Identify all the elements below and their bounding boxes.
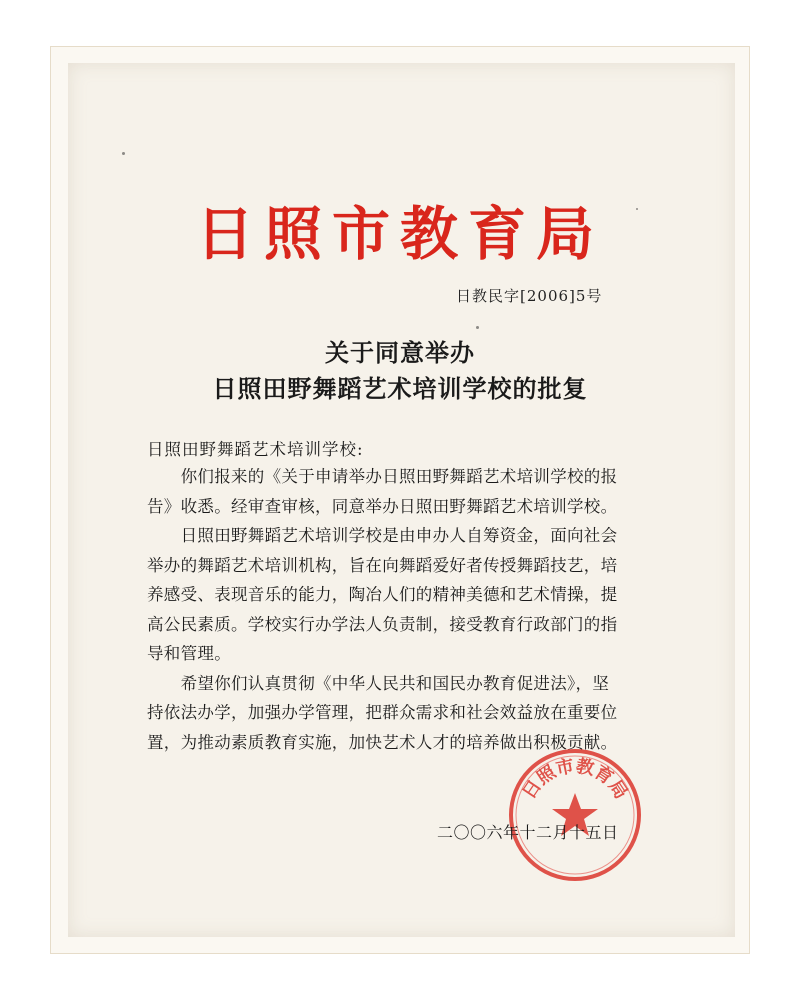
document-number: 日教民字[2006]5号	[456, 287, 603, 305]
body-line: 导和管理。	[147, 644, 231, 663]
body-line: 养感受、表现音乐的能力，陶冶人们的精神美德和艺术情操，提	[147, 585, 618, 604]
seal-text-path: 日照市教育局	[518, 755, 632, 803]
document-title-line-2: 日照田野舞蹈艺术培训学校的批复	[212, 375, 588, 403]
paper-speck	[122, 152, 125, 155]
paper-speck	[476, 326, 479, 329]
salutation: 日照田野舞蹈艺术培训学校:	[147, 440, 364, 459]
document-date: 二〇〇六年十二月十五日	[437, 823, 619, 842]
document-body	[147, 462, 647, 757]
body-line: 置，为推动素质教育实施，加快艺术人才的培养做出积极贡献。	[147, 732, 618, 752]
body-line: 告》收悉。经审查审核，同意举办日照田野舞蹈艺术培训学校。	[147, 496, 618, 516]
official-seal	[505, 745, 645, 885]
letterhead-title: 日照市教育局	[195, 200, 604, 268]
body-line: 希望你们认真贯彻《中华人民共和国民办教育促进法》，坚	[147, 673, 610, 693]
body-line: 你们报来的《关于申请举办日照田野舞蹈艺术培训学校的报	[147, 467, 618, 486]
body-line: 举办的舞蹈艺术培训机构，旨在向舞蹈爱好者传授舞蹈技艺，培	[147, 555, 618, 575]
body-line: 高公民素质。学校实行办学法人负责制，接受教育行政部门的指	[147, 614, 618, 634]
document-title-line-1: 关于同意举办	[325, 339, 475, 367]
body-line: 日照田野舞蹈艺术培训学校是由申办人自筹资金，面向社会	[147, 526, 618, 545]
body-line: 持依法办学，加强办学管理，把群众需求和社会效益放在重要位	[147, 703, 618, 722]
